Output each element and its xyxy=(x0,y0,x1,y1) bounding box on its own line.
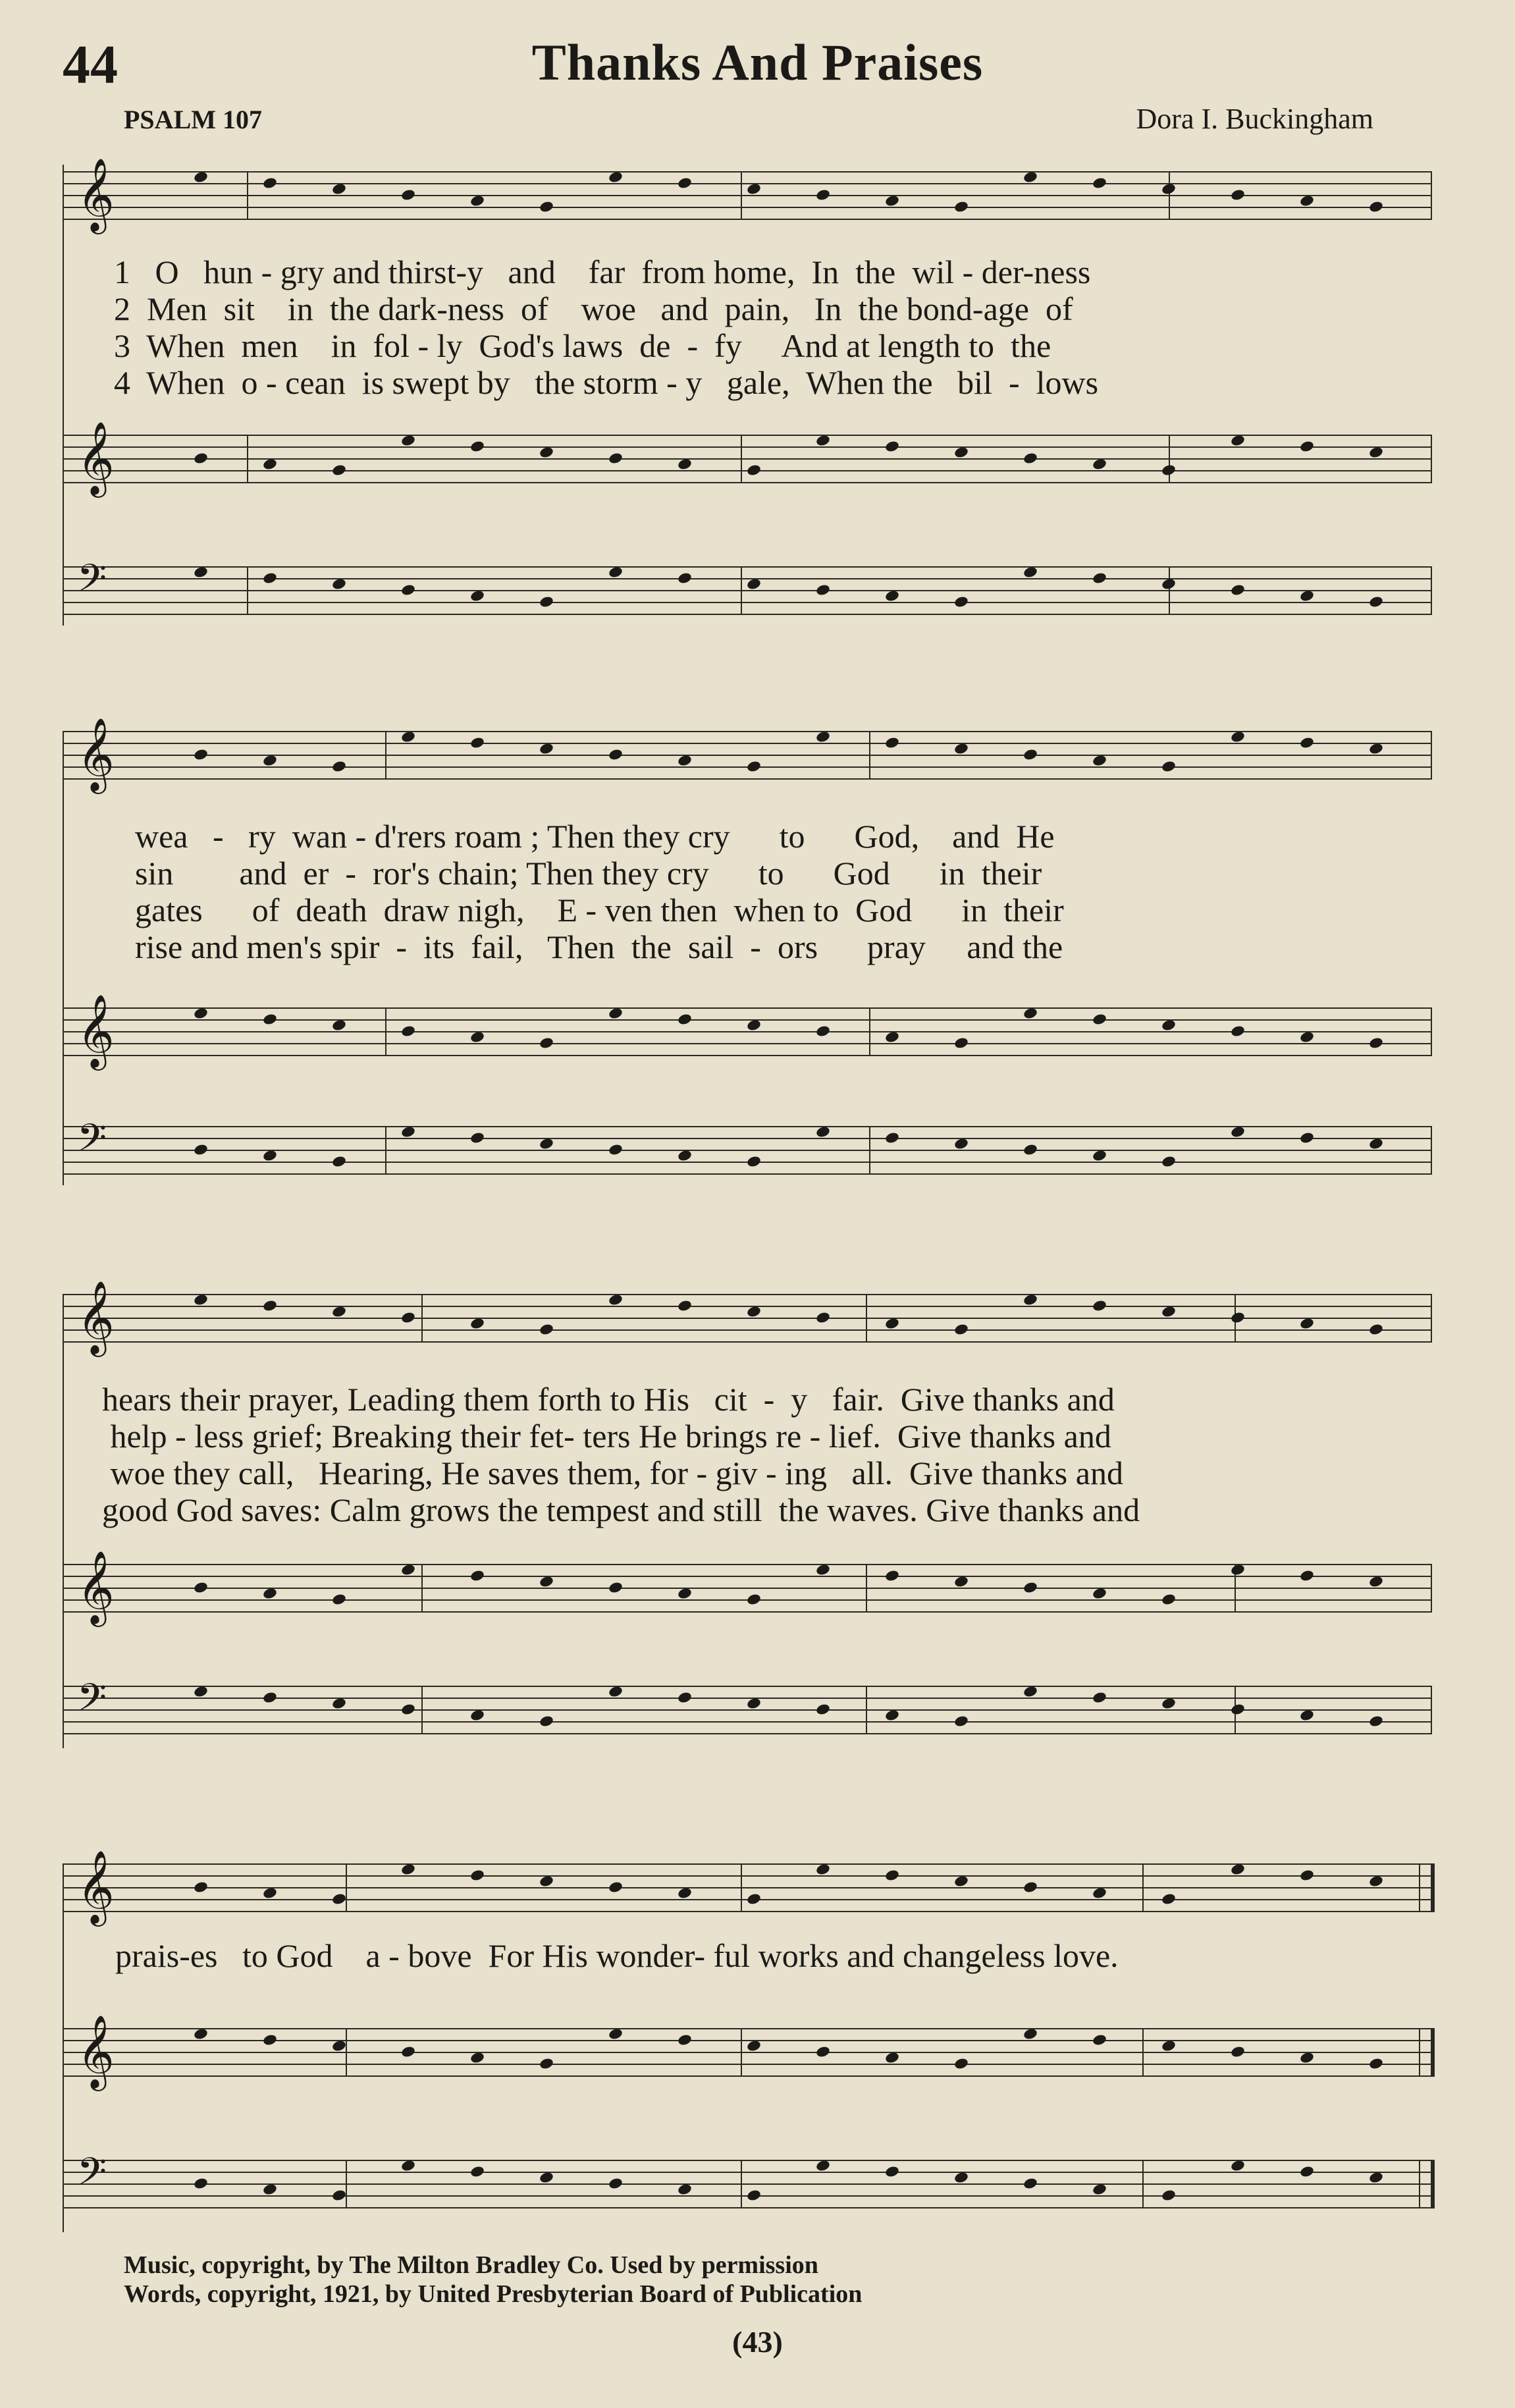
notehead xyxy=(953,1575,969,1588)
notehead xyxy=(815,1563,831,1576)
notehead xyxy=(677,754,693,767)
notehead xyxy=(608,1881,624,1894)
melody-staff xyxy=(63,1282,1432,1352)
notehead xyxy=(953,2057,969,2070)
notehead xyxy=(262,1886,278,1900)
notehead xyxy=(815,2045,831,2058)
notehead xyxy=(400,434,416,447)
lyric-verse-2: help - less grief; Breaking their fet- ters He brings re - lief. Give thanks and xyxy=(102,1418,1111,1455)
alto-staff xyxy=(63,1552,1432,1622)
author-name: Dora I. Buckingham xyxy=(1136,103,1373,135)
notehead xyxy=(1299,1030,1315,1044)
notehead xyxy=(884,194,900,207)
treble-clef-icon: 𝄞 xyxy=(77,2016,115,2087)
melody-staff xyxy=(63,159,1432,230)
notehead xyxy=(1161,1019,1177,1032)
lyric-verse-4: rise and men's spir - its fail, Then the sail - ors pray and the xyxy=(135,928,1063,965)
notehead xyxy=(193,171,209,184)
notehead xyxy=(1092,1149,1107,1162)
notehead xyxy=(1092,458,1107,471)
lyric-verse-4: 4 When o - cean is swept by the storm - y gale, When the bil - lows xyxy=(114,364,1099,401)
notehead xyxy=(469,1709,485,1722)
treble-clef-icon: 𝄞 xyxy=(77,1552,115,1622)
notehead xyxy=(746,1155,762,1168)
notehead xyxy=(1368,1715,1384,1728)
notehead xyxy=(331,2039,347,2052)
notehead xyxy=(1023,748,1038,761)
notehead xyxy=(1230,1563,1246,1576)
lyric-verse-2: sin and er - ror's chain; Then they cry to God in their xyxy=(135,855,1042,892)
notehead xyxy=(815,730,831,743)
notehead xyxy=(677,1149,693,1162)
lyric-verse-3: woe they call, Hearing, He saves them, for - giv - ing all. Give thanks and xyxy=(102,1455,1123,1491)
lyrics-system-4 xyxy=(115,1937,1419,1974)
notehead xyxy=(400,1311,416,1324)
notehead xyxy=(400,1563,416,1576)
notehead xyxy=(331,2189,347,2202)
notehead xyxy=(1161,1892,1177,1906)
notehead xyxy=(1023,2027,1038,2041)
notehead xyxy=(193,1007,209,1020)
notehead xyxy=(331,760,347,773)
notehead xyxy=(1161,1697,1177,1710)
notehead xyxy=(539,1575,554,1588)
music-system-2 xyxy=(63,719,1432,1192)
notehead xyxy=(1092,1886,1107,1900)
bass-clef-icon: 𝄢 xyxy=(77,1118,107,1169)
notehead xyxy=(1368,1875,1384,1888)
notehead xyxy=(608,566,624,579)
notehead xyxy=(815,1025,831,1038)
lyric-refrain: prais-es to God a - bove For His wonder- ful works and changeless love. xyxy=(115,1937,1119,1974)
notehead xyxy=(884,1709,900,1722)
notehead xyxy=(1092,1691,1107,1704)
treble-clef-icon: 𝄞 xyxy=(77,423,115,493)
notehead xyxy=(539,1036,554,1050)
notehead xyxy=(1023,1685,1038,1698)
notehead xyxy=(400,1025,416,1038)
notehead xyxy=(539,200,554,213)
notehead xyxy=(400,2159,416,2172)
lyric-verse-2: 2 Men sit in the dark-ness of woe and pain, In the bond-age of xyxy=(114,290,1073,327)
notehead xyxy=(1230,2045,1246,2058)
notehead xyxy=(1092,1587,1107,1600)
music-system-3 xyxy=(63,1282,1432,1755)
notehead xyxy=(331,182,347,196)
notehead xyxy=(884,736,900,749)
notehead xyxy=(884,1030,900,1044)
notehead xyxy=(262,1691,278,1704)
notehead xyxy=(469,440,485,453)
bass-staff xyxy=(63,1118,1432,1179)
notehead xyxy=(1023,2177,1038,2190)
notehead xyxy=(677,2183,693,2196)
notehead xyxy=(1092,754,1107,767)
notehead xyxy=(1023,1143,1038,1156)
notehead xyxy=(262,458,278,471)
notehead xyxy=(1092,1299,1107,1312)
notehead xyxy=(539,1715,554,1728)
notehead xyxy=(746,1305,762,1318)
notehead xyxy=(331,464,347,477)
notehead xyxy=(469,736,485,749)
notehead xyxy=(1299,589,1315,602)
notehead xyxy=(193,748,209,761)
notehead xyxy=(677,1587,693,1600)
bass-staff xyxy=(63,558,1432,619)
notehead xyxy=(400,1863,416,1876)
notehead xyxy=(1368,2057,1384,2070)
notehead xyxy=(1023,1007,1038,1020)
notehead xyxy=(1368,1036,1384,1050)
notehead xyxy=(608,2027,624,2041)
alto-staff xyxy=(63,2016,1432,2087)
notehead xyxy=(953,1715,969,1728)
notehead xyxy=(1092,572,1107,585)
notehead xyxy=(1092,2033,1107,2047)
notehead xyxy=(262,572,278,585)
notehead xyxy=(1092,176,1107,190)
notehead xyxy=(746,760,762,773)
notehead xyxy=(193,1581,209,1594)
notehead xyxy=(1368,446,1384,459)
notehead xyxy=(608,452,624,465)
notehead xyxy=(469,1569,485,1582)
lyric-verse-1: hears their prayer, Leading them forth to His cit - y fair. Give thanks and xyxy=(102,1381,1115,1418)
notehead xyxy=(677,458,693,471)
notehead xyxy=(469,1030,485,1044)
notehead xyxy=(539,1137,554,1150)
notehead xyxy=(1368,595,1384,608)
notehead xyxy=(1299,1569,1315,1582)
notehead xyxy=(1230,1703,1246,1716)
notehead xyxy=(677,572,693,585)
notehead xyxy=(1230,1311,1246,1324)
notehead xyxy=(331,577,347,591)
notehead xyxy=(193,2177,209,2190)
notehead xyxy=(400,188,416,201)
lyric-verse-3: gates of death draw nigh, E - ven then when to God in their xyxy=(135,892,1064,928)
notehead xyxy=(815,2159,831,2172)
notehead xyxy=(331,1697,347,1710)
lyric-verse-4: good God saves: Calm grows the tempest and still the waves. Give thanks and xyxy=(102,1491,1140,1528)
notehead xyxy=(331,1593,347,1606)
notehead xyxy=(469,2165,485,2178)
notehead xyxy=(953,1323,969,1336)
notehead xyxy=(815,1311,831,1324)
notehead xyxy=(677,1691,693,1704)
notehead xyxy=(262,1149,278,1162)
notehead xyxy=(815,1125,831,1138)
notehead xyxy=(1299,1709,1315,1722)
notehead xyxy=(1092,1013,1107,1026)
notehead xyxy=(1299,440,1315,453)
notehead xyxy=(539,1875,554,1888)
notehead xyxy=(608,1007,624,1020)
notehead xyxy=(746,464,762,477)
lyric-verse-1: 1 O hun - gry and thirst-y and far from home, In the wil - der-ness xyxy=(114,254,1091,290)
notehead xyxy=(746,1892,762,1906)
notehead xyxy=(953,2171,969,2184)
notehead xyxy=(677,2033,693,2047)
notehead xyxy=(262,1299,278,1312)
notehead xyxy=(400,1703,416,1716)
notehead xyxy=(469,1317,485,1330)
notehead xyxy=(953,200,969,213)
notehead xyxy=(1023,452,1038,465)
lyric-verse-3: 3 When men in fol - ly God's laws de - fy And at length to the xyxy=(114,327,1051,364)
notehead xyxy=(608,748,624,761)
notehead xyxy=(884,589,900,602)
notehead xyxy=(1161,1593,1177,1606)
notehead xyxy=(746,182,762,196)
notehead xyxy=(1299,1317,1315,1330)
notehead xyxy=(953,1875,969,1888)
notehead xyxy=(1230,2159,1246,2172)
notehead xyxy=(1230,1025,1246,1038)
notehead xyxy=(884,1569,900,1582)
lyrics-system-3 xyxy=(102,1381,1419,1528)
notehead xyxy=(884,1869,900,1882)
notehead xyxy=(193,1293,209,1306)
notehead xyxy=(884,2051,900,2064)
notehead xyxy=(953,595,969,608)
notehead xyxy=(608,1293,624,1306)
notehead xyxy=(1161,760,1177,773)
notehead xyxy=(1299,736,1315,749)
words-copyright: Words, copyright, 1921, by United Presbyterian Board of Publication xyxy=(124,2280,863,2308)
notehead xyxy=(884,1317,900,1330)
alto-staff xyxy=(63,423,1432,493)
notehead xyxy=(539,446,554,459)
notehead xyxy=(469,1869,485,1882)
notehead xyxy=(193,566,209,579)
notehead xyxy=(1161,1305,1177,1318)
system-bracket xyxy=(63,165,64,626)
psalm-label: PSALM 107 xyxy=(124,105,262,134)
notehead xyxy=(1092,2183,1107,2196)
notehead xyxy=(539,2171,554,2184)
notehead xyxy=(953,742,969,755)
treble-clef-icon: 𝄞 xyxy=(77,1282,115,1352)
notehead xyxy=(1230,730,1246,743)
notehead xyxy=(262,176,278,190)
notehead xyxy=(331,1019,347,1032)
notehead xyxy=(746,2039,762,2052)
notehead xyxy=(1230,1863,1246,1876)
notehead xyxy=(746,1697,762,1710)
notehead xyxy=(469,589,485,602)
notehead xyxy=(262,1587,278,1600)
page-number: 44 xyxy=(63,34,118,95)
notehead xyxy=(539,1323,554,1336)
notehead xyxy=(1368,742,1384,755)
notehead xyxy=(1161,464,1177,477)
notehead xyxy=(400,730,416,743)
notehead xyxy=(953,1036,969,1050)
notehead xyxy=(1230,434,1246,447)
notehead xyxy=(469,1131,485,1144)
printed-page-number: (43) xyxy=(732,2325,783,2359)
bass-staff xyxy=(63,2152,1432,2212)
notehead xyxy=(1161,577,1177,591)
notehead xyxy=(815,434,831,447)
notehead xyxy=(608,1143,624,1156)
hymn-title: Thanks And Praises xyxy=(531,34,984,91)
notehead xyxy=(539,2057,554,2070)
lyric-verse-1: wea - ry wan - d'rers roam ; Then they cry to God, and He xyxy=(135,818,1055,855)
notehead xyxy=(815,188,831,201)
notehead xyxy=(608,1581,624,1594)
notehead xyxy=(1299,194,1315,207)
notehead xyxy=(1299,1131,1315,1144)
notehead xyxy=(1161,2039,1177,2052)
notehead xyxy=(400,1125,416,1138)
notehead xyxy=(677,176,693,190)
notehead xyxy=(608,171,624,184)
notehead xyxy=(1023,1581,1038,1594)
notehead xyxy=(746,1593,762,1606)
notehead xyxy=(1023,1293,1038,1306)
notehead xyxy=(1368,1575,1384,1588)
bass-clef-icon: 𝄢 xyxy=(77,2152,107,2203)
notehead xyxy=(677,1013,693,1026)
notehead xyxy=(815,583,831,597)
notehead xyxy=(1230,583,1246,597)
bass-clef-icon: 𝄢 xyxy=(77,1678,107,1728)
notehead xyxy=(1161,182,1177,196)
notehead xyxy=(815,1863,831,1876)
notehead xyxy=(193,2027,209,2041)
alto-staff xyxy=(63,996,1432,1066)
notehead xyxy=(262,754,278,767)
notehead xyxy=(1161,1155,1177,1168)
lyrics-system-1 xyxy=(114,254,1419,401)
notehead xyxy=(193,1685,209,1698)
treble-clef-icon: 𝄞 xyxy=(77,1852,115,1922)
notehead xyxy=(884,2165,900,2178)
notehead xyxy=(1368,1137,1384,1150)
music-system-4 xyxy=(63,1852,1432,2245)
lyrics-system-2 xyxy=(135,818,1419,965)
notehead xyxy=(1023,1881,1038,1894)
treble-clef-icon: 𝄞 xyxy=(77,996,115,1066)
notehead xyxy=(1161,2189,1177,2202)
notehead xyxy=(608,2177,624,2190)
notehead xyxy=(262,2033,278,2047)
bass-staff xyxy=(63,1678,1432,1738)
notehead xyxy=(539,742,554,755)
notehead xyxy=(1023,171,1038,184)
notehead xyxy=(1368,2171,1384,2184)
notehead xyxy=(331,1892,347,1906)
notehead xyxy=(469,194,485,207)
notehead xyxy=(1368,1323,1384,1336)
notehead xyxy=(953,1137,969,1150)
notehead xyxy=(400,2045,416,2058)
notehead xyxy=(953,446,969,459)
notehead xyxy=(1368,200,1384,213)
notehead xyxy=(331,1305,347,1318)
notehead xyxy=(677,1299,693,1312)
notehead xyxy=(884,440,900,453)
notehead xyxy=(884,1131,900,1144)
notehead xyxy=(1299,2165,1315,2178)
notehead xyxy=(1299,2051,1315,2064)
notehead xyxy=(1230,188,1246,201)
treble-clef-icon: 𝄞 xyxy=(77,159,115,230)
notehead xyxy=(1230,1125,1246,1138)
notehead xyxy=(262,2183,278,2196)
notehead xyxy=(262,1013,278,1026)
notehead xyxy=(469,2051,485,2064)
notehead xyxy=(608,1685,624,1698)
notehead xyxy=(815,1703,831,1716)
notehead xyxy=(539,595,554,608)
melody-staff xyxy=(63,719,1432,789)
notehead xyxy=(677,1886,693,1900)
music-copyright: Music, copyright, by The Milton Bradley Co. Used by permission xyxy=(124,2251,818,2279)
notehead xyxy=(1299,1869,1315,1882)
notehead xyxy=(746,1019,762,1032)
bass-clef-icon: 𝄢 xyxy=(77,558,107,609)
notehead xyxy=(400,583,416,597)
notehead xyxy=(746,2189,762,2202)
notehead xyxy=(193,452,209,465)
notehead xyxy=(1023,566,1038,579)
melody-staff xyxy=(63,1852,1432,1922)
notehead xyxy=(193,1143,209,1156)
notehead xyxy=(746,577,762,591)
notehead xyxy=(331,1155,347,1168)
treble-clef-icon: 𝄞 xyxy=(77,719,115,789)
notehead xyxy=(193,1881,209,1894)
music-system-1 xyxy=(63,159,1432,678)
